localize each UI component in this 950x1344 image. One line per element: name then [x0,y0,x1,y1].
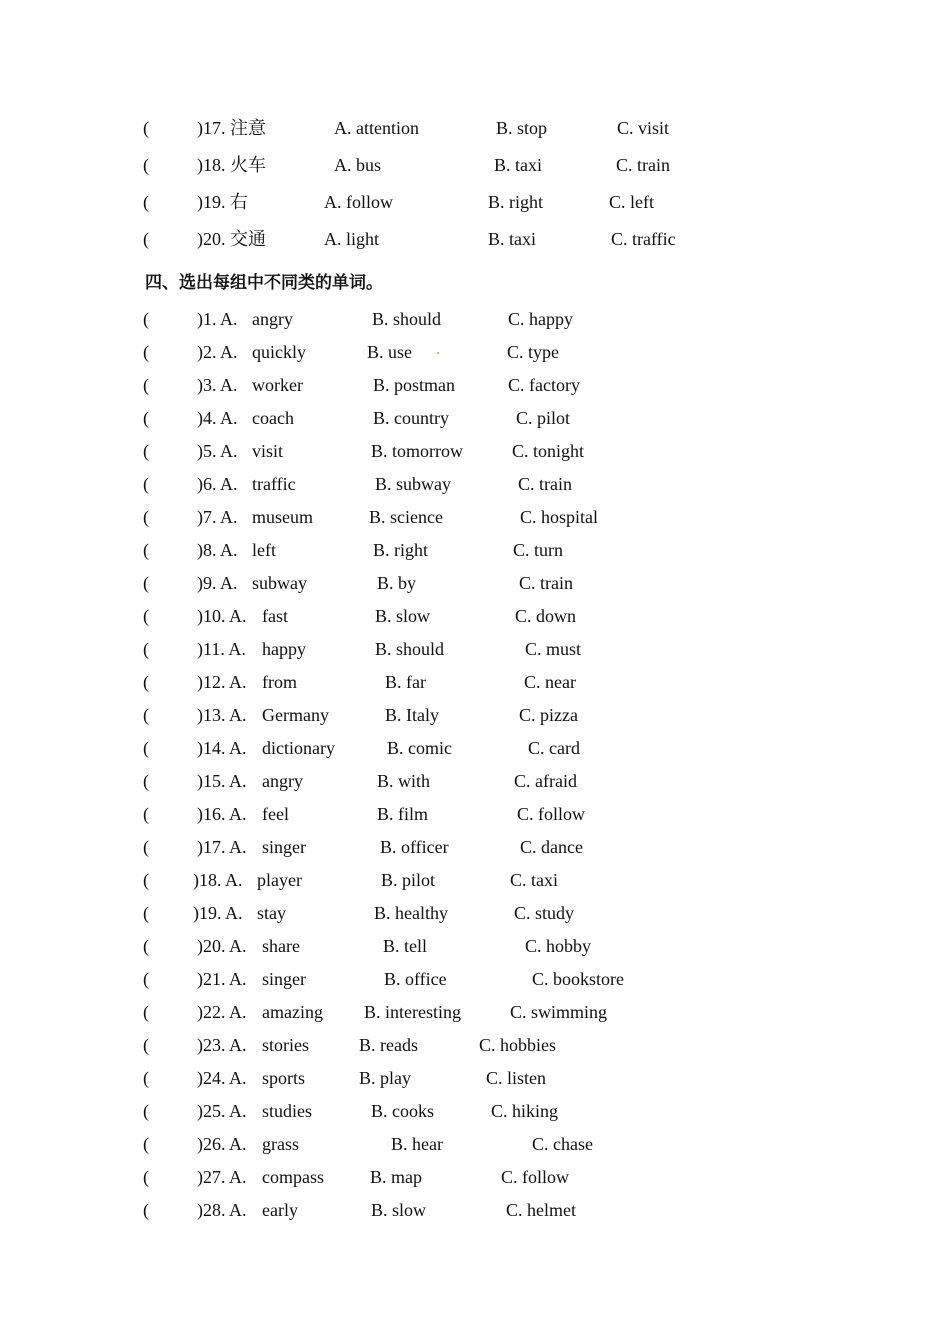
option-a: worker [252,375,303,395]
question-row [0,933,950,959]
option-c: C. left [609,192,654,212]
option-c: C. card [528,738,580,758]
question-number: )26. A. [197,1134,247,1154]
option-c: C. pizza [519,705,578,725]
question-number: )7. A. [197,507,238,527]
option-a: A. bus [334,155,382,175]
question-number: )24. A. [197,1068,247,1088]
question-row [0,669,950,695]
option-c: C. hobbies [479,1035,557,1055]
option-b: B. with [377,771,431,791]
option-c: C. hiking [491,1101,559,1121]
answer-paren: ( [143,936,149,956]
option-b: B. should [372,309,442,329]
question-number: )17. A. [197,837,247,857]
option-a: stay [257,903,286,923]
option-a: left [252,540,276,560]
answer-paren: ( [143,573,149,593]
question-row [0,636,950,662]
question-row [0,1032,950,1058]
option-b: B. pilot [381,870,436,890]
question-row [0,438,950,464]
option-c: C. type [507,342,559,362]
option-b: B. subway [375,474,451,494]
answer-paren: ( [143,229,149,249]
option-b: B. healthy [374,903,448,923]
option-b: B. should [375,639,445,659]
option-c: C. factory [508,375,580,395]
answer-paren: ( [143,870,149,890]
option-a: A. light [324,229,380,249]
option-a: subway [252,573,307,593]
question-number: )21. A. [197,969,247,989]
question-row [0,966,950,992]
option-b: B. taxi [488,229,536,249]
answer-paren: ( [143,705,149,725]
option-b: B. film [377,804,429,824]
option-c: C. taxi [510,870,558,890]
question-row [0,189,950,215]
question-row [0,702,950,728]
option-b: B. tell [383,936,427,956]
option-a: compass [262,1167,324,1187]
option-b: B. tomorrow [371,441,463,461]
answer-paren: ( [143,1068,149,1088]
option-c: C. down [515,606,577,626]
question-row [0,405,950,431]
option-b: B. play [359,1068,411,1088]
question-number: )6. A. [197,474,238,494]
question-number: )17. 注意 [197,118,266,138]
option-a: singer [262,969,306,989]
answer-paren: ( [143,408,149,428]
option-c: C. traffic [611,229,676,249]
question-number: )13. A. [197,705,247,725]
option-a: fast [262,606,288,626]
answer-paren: ( [143,738,149,758]
option-a: early [262,1200,298,1220]
option-a: angry [262,771,303,791]
answer-paren: ( [143,309,149,329]
question-number: )1. A. [197,309,238,329]
answer-paren: ( [143,118,149,138]
question-number: )25. A. [197,1101,247,1121]
question-row [0,152,950,178]
question-row [0,1098,950,1124]
option-a: Germany [262,705,329,725]
option-c: C. follow [517,804,586,824]
question-number: )23. A. [197,1035,247,1055]
answer-paren: ( [143,441,149,461]
question-row [0,1131,950,1157]
option-c: C. visit [617,118,670,138]
option-b: B. cooks [371,1101,434,1121]
answer-paren: ( [143,804,149,824]
question-number: )15. A. [197,771,247,791]
question-row [0,1164,950,1190]
option-c: C. train [518,474,572,494]
question-number: )8. A. [197,540,238,560]
stray-dot-mark [437,352,439,354]
option-b: B. interesting [364,1002,461,1022]
question-number: )11. A. [197,639,246,659]
question-row [0,339,950,365]
option-a: player [257,870,302,890]
option-a: studies [262,1101,313,1121]
answer-paren: ( [143,1035,149,1055]
answer-paren: ( [143,1002,149,1022]
option-a: A. attention [334,118,419,138]
question-row [0,471,950,497]
option-a: grass [262,1134,299,1154]
question-row [0,603,950,629]
option-c: C. swimming [510,1002,608,1022]
option-b: B. officer [380,837,449,857]
option-a: stories [262,1035,309,1055]
question-number: )28. A. [197,1200,247,1220]
question-number: )18. 火车 [197,155,266,175]
option-c: C. follow [501,1167,570,1187]
question-row [0,115,950,141]
option-b: B. taxi [494,155,542,175]
question-number: )27. A. [197,1167,247,1187]
option-b: B. Italy [385,705,439,725]
answer-paren: ( [143,342,149,362]
question-number: )3. A. [197,375,238,395]
question-number: )4. A. [197,408,238,428]
answer-paren: ( [143,606,149,626]
question-number: )12. A. [197,672,247,692]
question-row [0,867,950,893]
option-c: C. bookstore [532,969,624,989]
answer-paren: ( [143,1200,149,1220]
question-row [0,999,950,1025]
question-row [0,1065,950,1091]
option-a: traffic [252,474,296,494]
question-number: )19. A. [193,903,243,923]
option-b: B. map [370,1167,422,1187]
option-c: C. listen [486,1068,547,1088]
question-row [0,801,950,827]
answer-paren: ( [143,639,149,659]
option-a: quickly [252,342,306,362]
answer-paren: ( [143,903,149,923]
option-c: C. study [514,903,575,923]
answer-paren: ( [143,837,149,857]
answer-paren: ( [143,192,149,212]
answer-paren: ( [143,155,149,175]
option-a: sports [262,1068,306,1088]
question-row [0,900,950,926]
option-c: C. turn [513,540,564,560]
option-a: dictionary [262,738,335,758]
option-a: angry [252,309,293,329]
question-number: )14. A. [197,738,247,758]
option-c: C. near [524,672,576,692]
option-b: B. science [369,507,443,527]
question-number: )20. A. [197,936,247,956]
answer-paren: ( [143,672,149,692]
option-c: C. train [616,155,670,175]
question-number: )9. A. [197,573,238,593]
option-c: C. hospital [520,507,599,527]
question-number: )20. 交通 [197,229,266,249]
answer-paren: ( [143,969,149,989]
question-row [0,735,950,761]
answer-paren: ( [143,507,149,527]
answer-paren: ( [143,540,149,560]
option-c: C. happy [508,309,573,329]
section-heading: 四、选出每组中不同类的单词。 [145,273,383,293]
option-b: B. office [384,969,447,989]
option-b: B. use [367,342,412,362]
option-b: B. far [385,672,426,692]
answer-paren: ( [143,771,149,791]
option-b: B. slow [375,606,431,626]
option-a: singer [262,837,306,857]
question-number: )5. A. [197,441,238,461]
option-c: C. hobby [525,936,592,956]
option-a: A. follow [324,192,393,212]
question-row [0,834,950,860]
option-c: C. dance [520,837,583,857]
question-row [0,226,950,252]
option-b: B. country [373,408,449,428]
answer-paren: ( [143,1101,149,1121]
question-row [0,372,950,398]
option-a: share [262,936,300,956]
option-c: C. must [525,639,582,659]
question-row [0,537,950,563]
option-b: B. right [373,540,429,560]
option-c: C. afraid [514,771,577,791]
option-a: museum [252,507,313,527]
question-row [0,504,950,530]
answer-paren: ( [143,375,149,395]
question-number: )22. A. [197,1002,247,1022]
answer-paren: ( [143,1134,149,1154]
option-a: from [262,672,297,692]
question-row [0,1197,950,1223]
option-c: C. helmet [506,1200,576,1220]
answer-paren: ( [143,474,149,494]
option-c: C. tonight [512,441,585,461]
question-number: )19. 右 [197,192,248,212]
question-number: )10. A. [197,606,247,626]
option-c: C. pilot [516,408,571,428]
option-a: happy [262,639,306,659]
option-b: B. slow [371,1200,427,1220]
question-row [0,570,950,596]
option-a: coach [252,408,294,428]
option-c: C. train [519,573,573,593]
option-a: visit [252,441,284,461]
option-b: B. hear [391,1134,443,1154]
option-b: B. by [377,573,417,593]
question-row [0,306,950,332]
question-number: )16. A. [197,804,247,824]
question-number: )2. A. [197,342,238,362]
option-b: B. stop [496,118,548,138]
option-a: feel [262,804,289,824]
option-c: C. chase [532,1134,593,1154]
option-b: B. comic [387,738,452,758]
option-b: B. reads [359,1035,418,1055]
option-b: B. postman [373,375,456,395]
option-b: B. right [488,192,544,212]
question-row [0,768,950,794]
option-a: amazing [262,1002,323,1022]
question-number: )18. A. [193,870,243,890]
answer-paren: ( [143,1167,149,1187]
